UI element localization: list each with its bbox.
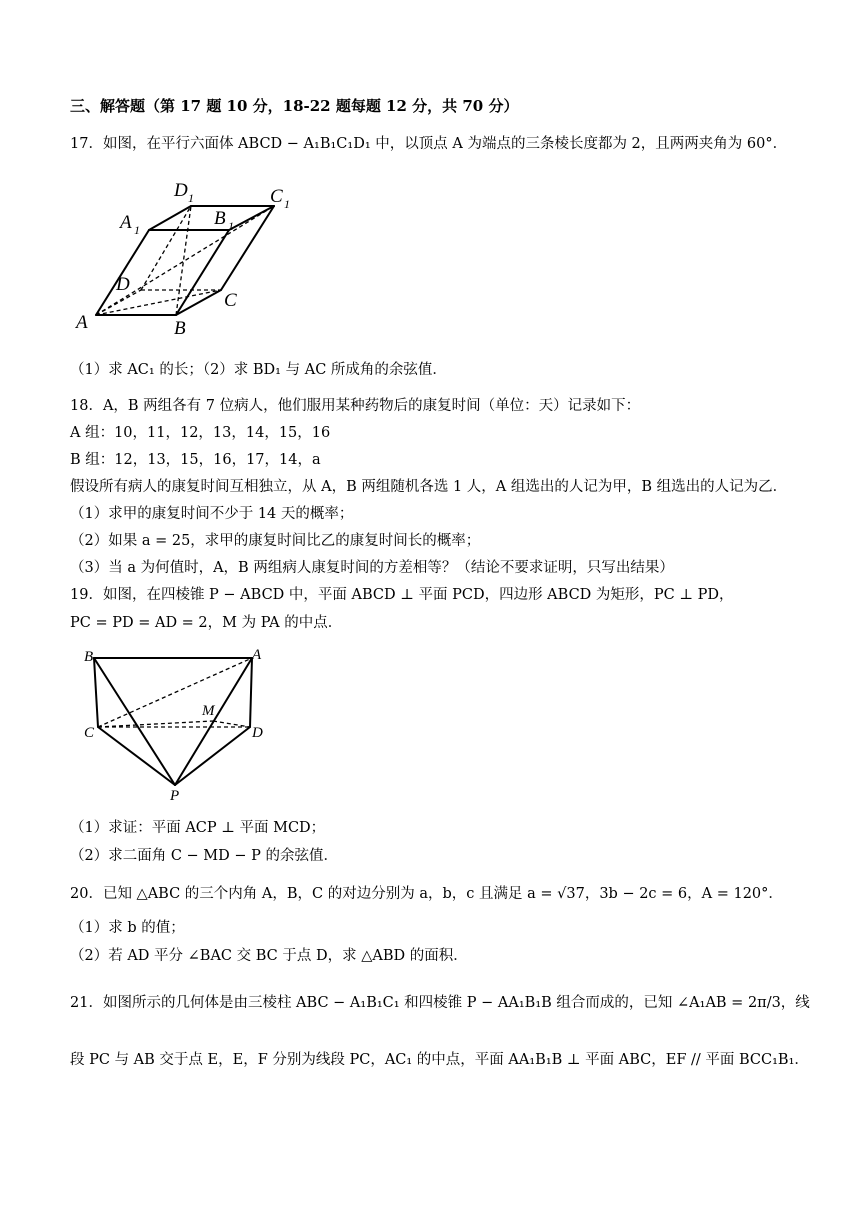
- q20-part-1: （1）求 b 的值；: [70, 920, 185, 936]
- q17-stem: 17．如图，在平行六面体 ABCD − A₁B₁C₁D₁ 中，以顶点 A 为端点的三条棱长度都为 2，且两两夹角为 60°．: [70, 136, 788, 152]
- section-header: 三、解答题（第 17 题 10 分，18-22 题每题 12 分，共 70 分）: [70, 97, 519, 115]
- label-B: B: [84, 649, 94, 665]
- label-C1: C: [270, 186, 283, 207]
- q20-part-2: （2）若 AD 平分 ∠BAC 交 BC 于点 D，求 △ABD 的面积．: [70, 948, 468, 964]
- label-B: B: [174, 318, 186, 338]
- q17-parallelepiped-figure: [74, 178, 304, 338]
- label-D: D: [252, 725, 263, 741]
- label-A1-sub: 1: [134, 223, 140, 237]
- label-A: A: [76, 312, 88, 333]
- label-D: D: [116, 274, 130, 295]
- q19-stem-line1: 19．如图，在四棱锥 P − ABCD 中，平面 ABCD ⊥ 平面 PCD，四边形 ABCD 为矩形，PC ⊥ PD，: [70, 587, 734, 603]
- label-A1: A: [120, 212, 132, 233]
- q18-part-2: （2）如果 a = 25，求甲的康复时间比乙的康复时间长的概率；: [70, 533, 481, 549]
- label-P: P: [170, 788, 180, 803]
- q18-part-3: （3）当 a 为何值时，A，B 两组病人康复时间的方差相等？（结论不要求证明，只写出结果）: [70, 560, 674, 576]
- q18-stem: 18．A，B 两组各有 7 位病人，他们服用某种药物后的康复时间（单位：天）记录如下：: [70, 398, 641, 414]
- q17-parts: （1）求 AC₁ 的长；（2）求 BD₁ 与 AC 所成角的余弦值．: [70, 362, 447, 378]
- q19-stem-line2: PC = PD = AD = 2，M 为 PA 的中点．: [70, 615, 343, 631]
- q18-group-a: A 组：10，11，12，13，14，15，16: [70, 425, 331, 441]
- label-C1-sub: 1: [284, 197, 290, 211]
- label-D1: D: [174, 180, 188, 201]
- label-B1-sub: 1: [228, 219, 234, 233]
- q19-pyramid-figure: [80, 645, 270, 803]
- label-A: A: [252, 647, 262, 663]
- q18-assumption: 假设所有病人的康复时间互相独立，从 A，B 两组随机各选 1 人，A 组选出的人记为甲，B 组选出的人记为乙．: [70, 479, 788, 495]
- label-D1-sub: 1: [188, 191, 194, 205]
- label-C: C: [224, 290, 237, 311]
- label-B1: B: [214, 208, 226, 229]
- q18-group-b: B 组：12，13，15，16，17，14，a: [70, 452, 321, 468]
- q19-part-2: （2）求二面角 C − MD − P 的余弦值．: [70, 848, 339, 864]
- q20-stem: 20．已知 △ABC 的三个内角 A，B，C 的对边分别为 a，b，c 且满足 a = √37，3b − 2c = 6，A = 120°．: [70, 886, 783, 902]
- label-M: M: [202, 703, 215, 719]
- label-C: C: [84, 725, 95, 741]
- q21-stem-line1: 21．如图所示的几何体是由三棱柱 ABC − A₁B₁C₁ 和四棱锥 P − AA₁B₁B 组合而成的，已知 ∠A₁AB = 2π/3，线: [70, 995, 810, 1011]
- q19-part-1: （1）求证：平面 ACP ⊥ 平面 MCD；: [70, 820, 326, 836]
- q21-stem-line2: 段 PC 与 AB 交于点 E，E，F 分别为线段 PC，AC₁ 的中点，平面 AA₁B₁B ⊥ 平面 ABC，EF // 平面 BCC₁B₁．: [70, 1052, 809, 1068]
- q18-part-1: （1）求甲的康复时间不少于 14 天的概率；: [70, 506, 354, 522]
